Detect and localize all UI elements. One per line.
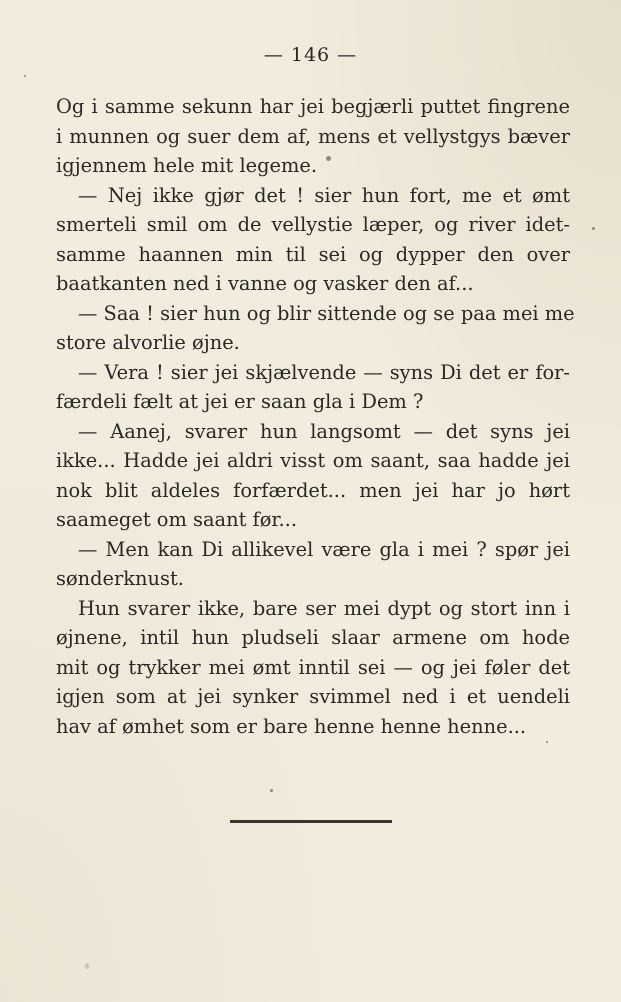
page-number: — 146 — (263, 44, 358, 66)
paper-speck (85, 963, 89, 969)
body-text (56, 92, 575, 741)
text-line: — Saa ! sier hun og blir sittende og se paa mei me (78, 301, 575, 325)
text-line: hav af ømhet som er bare henne henne henne... (56, 714, 527, 738)
text-line: store alvorlie øjne. (56, 331, 240, 354)
text-line: — Men kan Di allikevel være gla i mei ? spør jei (78, 537, 570, 561)
text-line: i munnen og suer dem af, mens et vellystgys bæver (56, 124, 570, 148)
text-line: igjennem hele mit legeme. (56, 154, 318, 177)
text-line: saameget om saant før... (56, 508, 297, 531)
paper-speck (546, 741, 548, 743)
paper-speck (24, 75, 26, 77)
text-line: — Nej ikke gjør det ! sier hun fort, me et ømt (78, 183, 570, 207)
text-line: færdeli fælt at jei er saan gla i Dem ? (56, 390, 424, 413)
text-line: ikke... Hadde jei aldri visst om saant, saa hadde jei (56, 449, 570, 472)
text-line: smerteli smil om de vellystie læper, og river idet- (56, 213, 570, 236)
text-line: Hun svarer ikke, bare ser mei dypt og stort inn i (78, 596, 570, 620)
text-line: mit og trykker mei ømt inntil sei — og jei føler det (56, 655, 570, 679)
text-line: Og i samme sekunn har jei begjærli puttet fingrene (56, 95, 570, 118)
text-line: sønderknust. (56, 567, 184, 590)
text-line: — Vera ! sier jei skjælvende — syns Di det er for- (78, 360, 570, 384)
text-line: — Aanej, svarer hun langsomt — det syns jei (78, 419, 570, 443)
end-rule (230, 820, 392, 823)
paper-speck (270, 789, 273, 792)
text-line: samme haannen min til sei og dypper den over (56, 242, 570, 266)
text-line: igjen som at jei synker svimmel ned i et uendeli (56, 685, 570, 708)
paper-speck (326, 156, 331, 161)
text-line: baatkanten ned i vanne og vasker den af... (56, 272, 474, 295)
text-line: øjnene, intil hun pludseli slaar armene om hode (56, 626, 570, 649)
text-line: nok blit aldeles forfærdet... men jei har jo hørt (56, 478, 570, 502)
paper-speck (592, 227, 595, 230)
